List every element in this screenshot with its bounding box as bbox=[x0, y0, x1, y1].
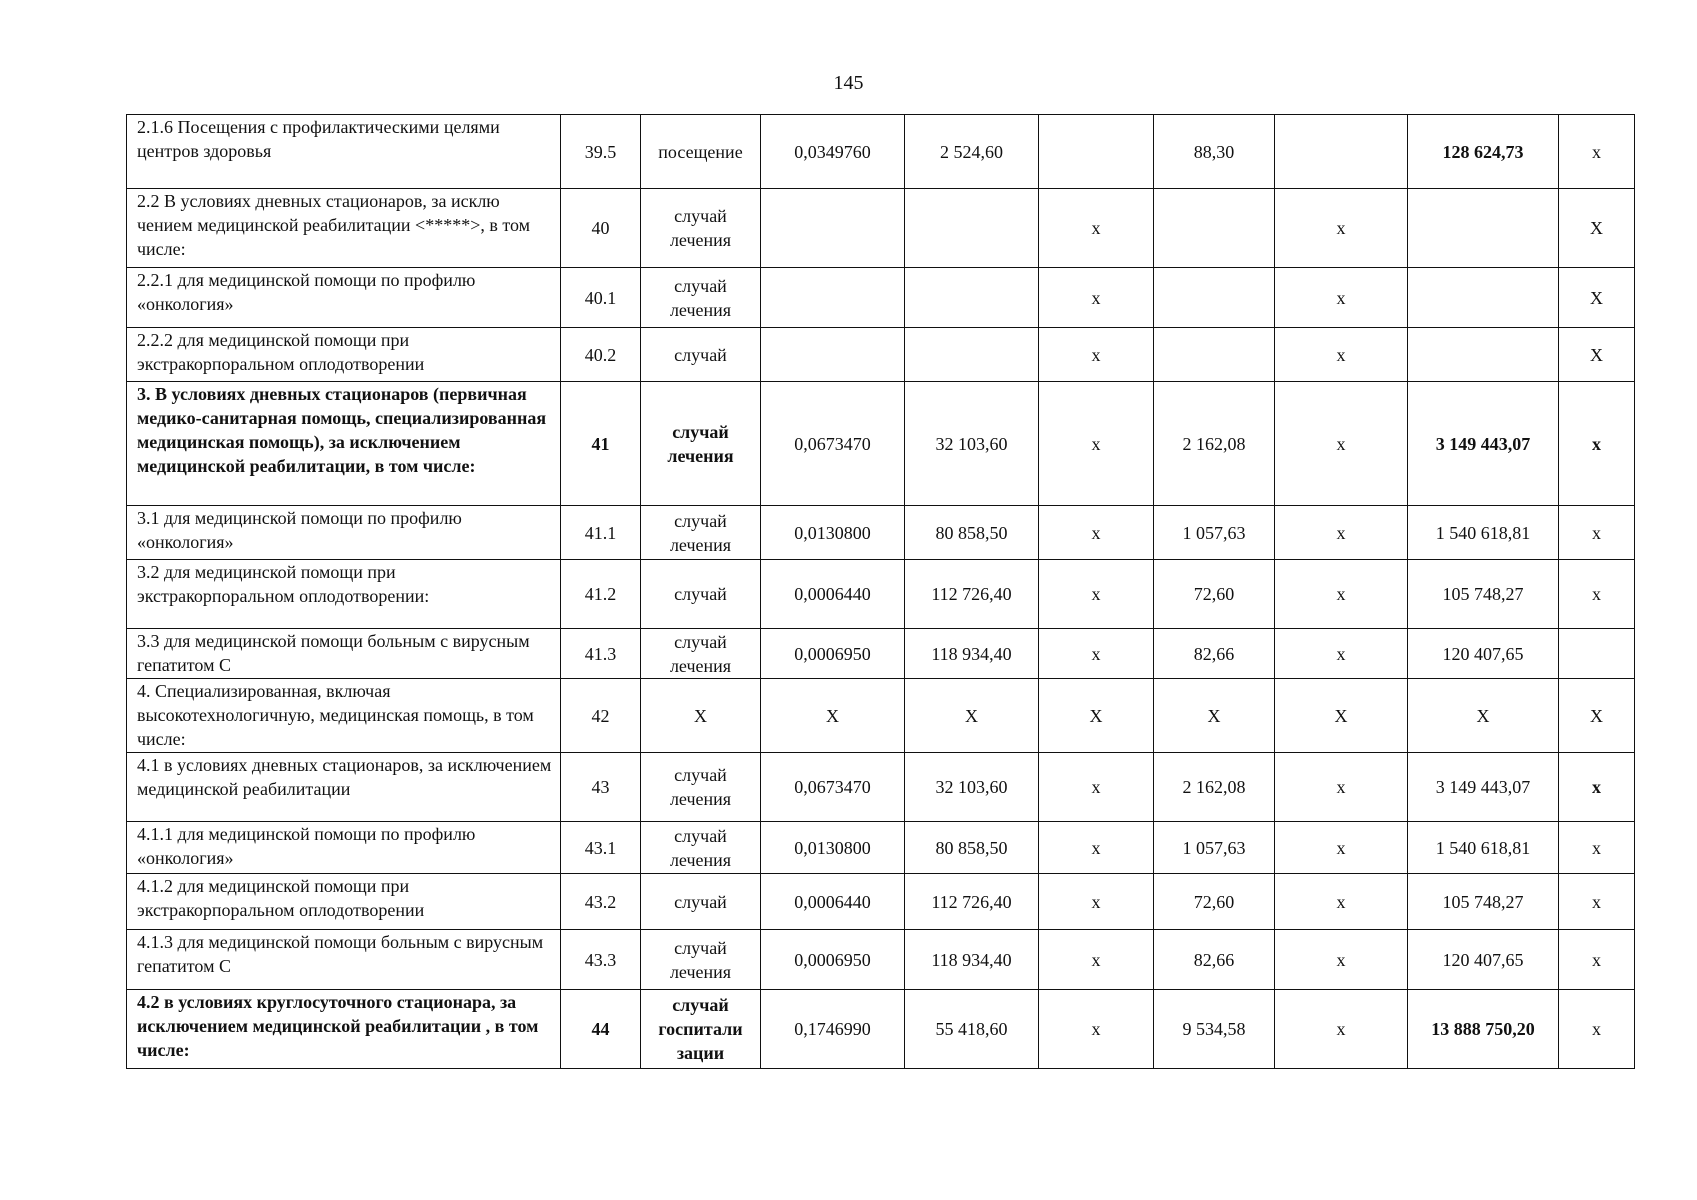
table-row bbox=[127, 990, 1635, 1069]
table-row bbox=[127, 629, 1635, 679]
volume-cell: 0,0006950 bbox=[761, 930, 905, 990]
col8-cell: х bbox=[1275, 990, 1408, 1069]
unit-cell: случай госпитали зации bbox=[641, 990, 761, 1069]
table-row bbox=[127, 189, 1635, 268]
volume-cell: 0,0673470 bbox=[761, 382, 905, 506]
total-cell: 1 540 618,81 bbox=[1408, 506, 1559, 560]
col6-cell: х bbox=[1039, 268, 1154, 328]
cost-cell bbox=[905, 268, 1039, 328]
col8-cell: х bbox=[1275, 382, 1408, 506]
col6-cell: х bbox=[1039, 506, 1154, 560]
row-name: 4.1.1 для медицинской помощи по профилю «онкология» bbox=[127, 822, 561, 874]
col6-cell: Х bbox=[1039, 679, 1154, 753]
cost-cell: Х bbox=[905, 679, 1039, 753]
volume-cell: 0,0006950 bbox=[761, 629, 905, 679]
cost-cell: 118 934,40 bbox=[905, 629, 1039, 679]
unit-cell: случай bbox=[641, 874, 761, 930]
per-capita-cell: 72,60 bbox=[1154, 874, 1275, 930]
col10-cell: х bbox=[1559, 930, 1635, 990]
total-cell: 120 407,65 bbox=[1408, 930, 1559, 990]
volume-cell bbox=[761, 189, 905, 268]
total-cell bbox=[1408, 328, 1559, 382]
cost-cell: 112 726,40 bbox=[905, 874, 1039, 930]
cost-cell: 80 858,50 bbox=[905, 506, 1039, 560]
col6-cell: х bbox=[1039, 189, 1154, 268]
row-number: 40 bbox=[561, 189, 641, 268]
row-name: 4.1 в условиях дневных стационаров, за исключением медицинской реабилитации bbox=[127, 753, 561, 822]
total-cell: 1 540 618,81 bbox=[1408, 822, 1559, 874]
row-name: 4.2 в условиях круглосуточного стационара, за исключением медицинской реабилитации , в том числе: bbox=[127, 990, 561, 1069]
per-capita-cell: 1 057,63 bbox=[1154, 506, 1275, 560]
row-name: 2.2.1 для медицинской помощи по профилю «онкология» bbox=[127, 268, 561, 328]
table-row bbox=[127, 328, 1635, 382]
col6-cell: х bbox=[1039, 930, 1154, 990]
col10-cell: Х bbox=[1559, 328, 1635, 382]
col6-cell: х bbox=[1039, 753, 1154, 822]
unit-cell: случай bbox=[641, 328, 761, 382]
col10-cell: х bbox=[1559, 382, 1635, 506]
volume-cell: Х bbox=[761, 679, 905, 753]
volume-cell bbox=[761, 328, 905, 382]
col6-cell: х bbox=[1039, 382, 1154, 506]
volume-cell: 0,0673470 bbox=[761, 753, 905, 822]
total-cell: 120 407,65 bbox=[1408, 629, 1559, 679]
col6-cell: х bbox=[1039, 328, 1154, 382]
table-row bbox=[127, 382, 1635, 506]
total-cell: 105 748,27 bbox=[1408, 874, 1559, 930]
col8-cell: х bbox=[1275, 753, 1408, 822]
col10-cell: х bbox=[1559, 506, 1635, 560]
cost-cell: 55 418,60 bbox=[905, 990, 1039, 1069]
row-name: 3.2 для медицинской помощи при экстракорпоральном оплодотворении: bbox=[127, 560, 561, 629]
row-name: 3.1 для медицинской помощи по профилю «онкология» bbox=[127, 506, 561, 560]
col10-cell: х bbox=[1559, 753, 1635, 822]
col8-cell: х bbox=[1275, 506, 1408, 560]
per-capita-cell: 72,60 bbox=[1154, 560, 1275, 629]
row-number: 41.1 bbox=[561, 506, 641, 560]
per-capita-cell bbox=[1154, 328, 1275, 382]
row-name: 3.3 для медицинской помощи больным с вирусным гепатитом С bbox=[127, 629, 561, 679]
volume-cell: 0,0130800 bbox=[761, 822, 905, 874]
col10-cell: х bbox=[1559, 822, 1635, 874]
cost-cell: 2 524,60 bbox=[905, 115, 1039, 189]
col6-cell: х bbox=[1039, 990, 1154, 1069]
unit-cell: случай лечения bbox=[641, 753, 761, 822]
table-row bbox=[127, 930, 1635, 990]
total-cell: 3 149 443,07 bbox=[1408, 753, 1559, 822]
row-name: 2.1.6 Посещения с профилактическими целями центров здоровья bbox=[127, 115, 561, 189]
col10-cell bbox=[1559, 629, 1635, 679]
cost-cell: 32 103,60 bbox=[905, 753, 1039, 822]
per-capita-cell: 88,30 bbox=[1154, 115, 1275, 189]
page-number: 145 bbox=[833, 72, 864, 94]
col8-cell: х bbox=[1275, 629, 1408, 679]
per-capita-cell: Х bbox=[1154, 679, 1275, 753]
unit-cell: случай лечения bbox=[641, 629, 761, 679]
table-row bbox=[127, 115, 1635, 189]
col8-cell: Х bbox=[1275, 679, 1408, 753]
per-capita-cell: 2 162,08 bbox=[1154, 753, 1275, 822]
financing-table bbox=[126, 114, 1635, 1069]
cost-cell: 118 934,40 bbox=[905, 930, 1039, 990]
col8-cell: х bbox=[1275, 822, 1408, 874]
col6-cell: х bbox=[1039, 629, 1154, 679]
unit-cell: Х bbox=[641, 679, 761, 753]
row-number: 44 bbox=[561, 990, 641, 1069]
col10-cell: х bbox=[1559, 874, 1635, 930]
row-number: 42 bbox=[561, 679, 641, 753]
col8-cell: х bbox=[1275, 930, 1408, 990]
cost-cell: 80 858,50 bbox=[905, 822, 1039, 874]
col8-cell: х bbox=[1275, 874, 1408, 930]
per-capita-cell: 1 057,63 bbox=[1154, 822, 1275, 874]
per-capita-cell: 82,66 bbox=[1154, 930, 1275, 990]
col6-cell bbox=[1039, 115, 1154, 189]
volume-cell: 0,0349760 bbox=[761, 115, 905, 189]
volume-cell: 0,1746990 bbox=[761, 990, 905, 1069]
col6-cell: х bbox=[1039, 874, 1154, 930]
total-cell bbox=[1408, 268, 1559, 328]
cost-cell bbox=[905, 328, 1039, 382]
row-number: 41.2 bbox=[561, 560, 641, 629]
col6-cell: х bbox=[1039, 822, 1154, 874]
table-row bbox=[127, 560, 1635, 629]
table-row bbox=[127, 874, 1635, 930]
row-number: 40.2 bbox=[561, 328, 641, 382]
volume-cell bbox=[761, 268, 905, 328]
per-capita-cell: 2 162,08 bbox=[1154, 382, 1275, 506]
per-capita-cell bbox=[1154, 189, 1275, 268]
col8-cell: х bbox=[1275, 189, 1408, 268]
table-row bbox=[127, 679, 1635, 753]
row-number: 41 bbox=[561, 382, 641, 506]
unit-cell: случай лечения bbox=[641, 268, 761, 328]
row-number: 43.1 bbox=[561, 822, 641, 874]
col10-cell: Х bbox=[1559, 268, 1635, 328]
row-number: 43.3 bbox=[561, 930, 641, 990]
total-cell: 13 888 750,20 bbox=[1408, 990, 1559, 1069]
row-name: 3. В условиях дневных стационаров (первичная медико-санитарная помощь, специализированная медицинская помощь), за исключением медицинской реабилитации, в том числе: bbox=[127, 382, 561, 506]
row-number: 40.1 bbox=[561, 268, 641, 328]
row-name: 2.2 В условиях дневных стационаров, за исклю чением медицинской реабилитации <*****>, в том числе: bbox=[127, 189, 561, 268]
table-row bbox=[127, 822, 1635, 874]
unit-cell: случай лечения bbox=[641, 189, 761, 268]
col8-cell bbox=[1275, 115, 1408, 189]
col10-cell: х bbox=[1559, 115, 1635, 189]
col10-cell: х bbox=[1559, 990, 1635, 1069]
total-cell: 105 748,27 bbox=[1408, 560, 1559, 629]
table-row bbox=[127, 753, 1635, 822]
col6-cell: х bbox=[1039, 560, 1154, 629]
unit-cell: случай bbox=[641, 560, 761, 629]
volume-cell: 0,0006440 bbox=[761, 874, 905, 930]
col8-cell: х bbox=[1275, 328, 1408, 382]
cost-cell: 112 726,40 bbox=[905, 560, 1039, 629]
unit-cell: случай лечения bbox=[641, 930, 761, 990]
per-capita-cell: 9 534,58 bbox=[1154, 990, 1275, 1069]
total-cell: Х bbox=[1408, 679, 1559, 753]
total-cell: 3 149 443,07 bbox=[1408, 382, 1559, 506]
row-number: 41.3 bbox=[561, 629, 641, 679]
col8-cell: х bbox=[1275, 560, 1408, 629]
cost-cell bbox=[905, 189, 1039, 268]
table-row bbox=[127, 268, 1635, 328]
unit-cell: случай лечения bbox=[641, 382, 761, 506]
table-row bbox=[127, 506, 1635, 560]
row-name: 4. Специализированная, включая высокотехнологичную, медицинская помощь, в том числе: bbox=[127, 679, 561, 753]
total-cell: 128 624,73 bbox=[1408, 115, 1559, 189]
volume-cell: 0,0006440 bbox=[761, 560, 905, 629]
col10-cell: х bbox=[1559, 560, 1635, 629]
unit-cell: случай лечения bbox=[641, 506, 761, 560]
unit-cell: случай лечения bbox=[641, 822, 761, 874]
per-capita-cell bbox=[1154, 268, 1275, 328]
unit-cell: посещение bbox=[641, 115, 761, 189]
row-number: 39.5 bbox=[561, 115, 641, 189]
cost-cell: 32 103,60 bbox=[905, 382, 1039, 506]
col10-cell: Х bbox=[1559, 679, 1635, 753]
row-number: 43 bbox=[561, 753, 641, 822]
row-name: 2.2.2 для медицинской помощи при экстракорпоральном оплодотворении bbox=[127, 328, 561, 382]
row-name: 4.1.2 для медицинской помощи при экстракорпоральном оплодотворении bbox=[127, 874, 561, 930]
col8-cell: х bbox=[1275, 268, 1408, 328]
col10-cell: Х bbox=[1559, 189, 1635, 268]
row-number: 43.2 bbox=[561, 874, 641, 930]
row-name: 4.1.3 для медицинской помощи больным с вирусным гепатитом С bbox=[127, 930, 561, 990]
total-cell bbox=[1408, 189, 1559, 268]
per-capita-cell: 82,66 bbox=[1154, 629, 1275, 679]
volume-cell: 0,0130800 bbox=[761, 506, 905, 560]
